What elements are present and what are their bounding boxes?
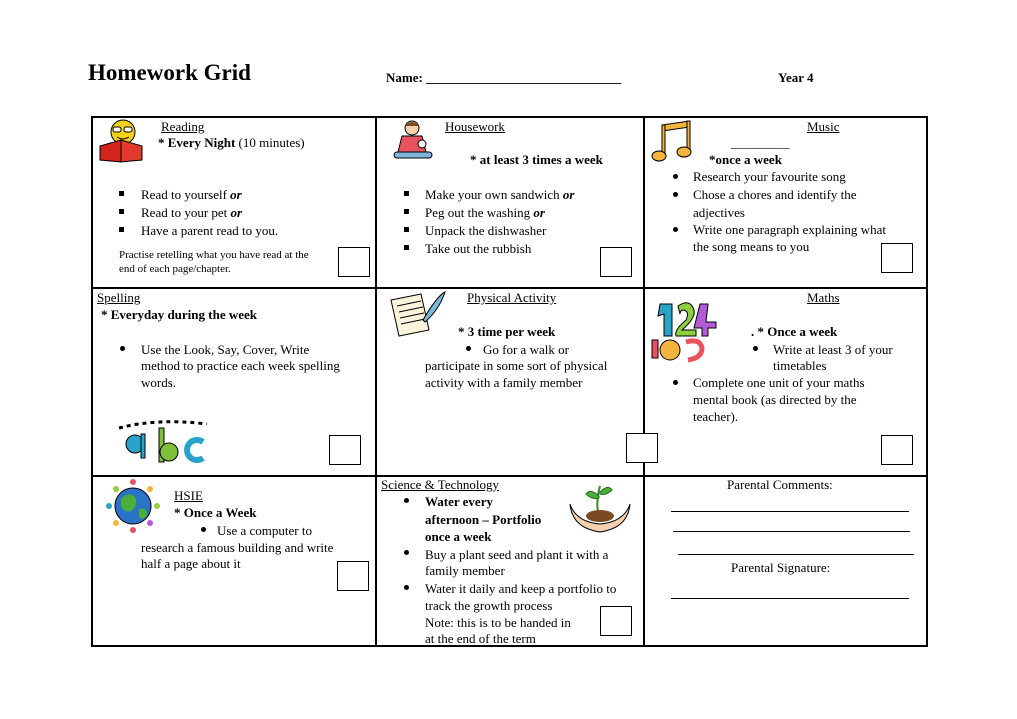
numbers-clipart-icon [650,300,720,364]
list-item: Note: this is to be handed in [425,615,571,630]
list-item: Go for a walk or [483,342,569,357]
list-item: Write at least 3 of your [773,342,893,357]
alphabet-letters-icon [117,414,209,470]
bullet-dot [673,380,678,385]
list-item: Unpack the dishwasher [425,223,547,238]
bullet-square [404,245,409,250]
list-item: Water every [425,494,493,509]
music-frequency: *once a week [709,152,782,167]
bullet-dot [673,192,678,197]
list-item: Research your favourite song [693,169,846,184]
list-item: research a famous building and write [141,540,334,555]
list-item: Buy a plant seed and plant it with a [425,547,609,562]
comment-line[interactable] [671,511,909,512]
spelling-title: Spelling [97,290,141,305]
comment-line[interactable] [678,554,914,555]
list-item: half a page about it [141,556,241,571]
list-item: once a week [425,529,492,544]
music-checkbox[interactable] [881,243,913,273]
bullet-square [119,227,124,232]
music-title: Music [807,119,840,134]
bullet-square [404,209,409,214]
list-item: track the growth process [425,598,553,613]
bullet-square [404,227,409,232]
list-item: adjectives [693,205,745,220]
page-title: Homework Grid [88,60,251,85]
housework-title: Housework [445,119,505,134]
list-item: Take out the rubbish [425,241,532,256]
hands-seedling-icon [566,482,634,536]
list-item: Write one paragraph explaining what [693,222,886,237]
science-checkbox[interactable] [600,606,632,636]
physical-activity-title: Physical Activity [467,290,557,305]
reading-smiley-book-icon [98,118,144,164]
parental-signature-label: Parental Signature: [731,560,831,575]
physical-activity-checkbox[interactable] [626,433,658,463]
reading-note: Practise retelling what you have read at the [119,249,309,261]
list-item: words. [141,375,177,390]
maths-checkbox[interactable] [881,435,913,465]
name-field-label[interactable]: Name: ______________________________ [386,70,622,85]
list-item: Use the Look, Say, Cover, Write [141,342,310,357]
list-item: participate in some sort of physical [425,358,608,373]
bullet-dot [404,585,409,590]
bullet-dot [753,346,758,351]
list-item: afternoon – Portfolio [425,512,542,527]
list-item: Read to your pet or [141,205,243,220]
bullet-dot [466,346,471,351]
science-title: Science & Technology [381,477,499,492]
bullet-square [119,191,124,196]
list-item: Make your own sandwich or [425,187,575,202]
reading-checkbox[interactable] [338,247,370,277]
list-item: mental book (as directed by the [693,392,857,407]
scroll-quill-icon [385,290,447,340]
list-item: at the end of the term [425,631,536,646]
list-item: Peg out the washing or [425,205,545,220]
bullet-dot [404,550,409,555]
year-label: Year 4 [778,70,814,85]
bullet-dot [673,174,678,179]
bullet-dot [201,527,206,532]
bullet-square [404,191,409,196]
grid-divider [375,118,377,645]
hsie-frequency: * Once a Week [174,505,257,520]
reading-note: end of each page/chapter. [119,263,231,275]
globe-people-icon [103,477,163,535]
housework-frequency: * at least 3 times a week [470,152,603,167]
list-item: Use a computer to [217,523,312,538]
list-item: Complete one unit of your maths [693,375,865,390]
list-item: Read to yourself or [141,187,242,202]
list-item: Water it daily and keep a portfolio to [425,581,617,596]
list-item: teacher). [693,409,739,424]
child-cleaning-icon [390,118,436,162]
spelling-frequency: * Everyday during the week [101,307,257,322]
signature-line[interactable] [671,598,909,599]
parental-comments-label: Parental Comments: [727,477,833,492]
maths-frequency: . * Once a week [751,324,838,339]
music-underline: _________ [731,135,790,150]
list-item: method to practice each week spelling [141,358,340,373]
hsie-checkbox[interactable] [337,561,369,591]
bullet-dot [404,498,409,503]
list-item: activity with a family member [425,375,583,390]
bullet-dot [120,346,125,351]
spelling-checkbox[interactable] [329,435,361,465]
grid-divider [643,118,645,645]
music-notes-icon [652,119,696,165]
comment-line[interactable] [673,531,910,532]
maths-title: Maths [807,290,840,305]
list-item: Chose a chores and identify the [693,187,857,202]
reading-title: Reading [161,119,205,134]
hsie-title: HSIE [174,488,203,503]
housework-checkbox[interactable] [600,247,632,277]
reading-frequency: * Every Night (10 minutes) [158,135,305,150]
list-item: the song means to you [693,239,810,254]
list-item: family member [425,563,505,578]
bullet-square [119,209,124,214]
physical-activity-frequency: * 3 time per week [458,324,556,339]
list-item: Have a parent read to you. [141,223,279,238]
list-item: timetables [773,358,827,373]
bullet-dot [673,227,678,232]
